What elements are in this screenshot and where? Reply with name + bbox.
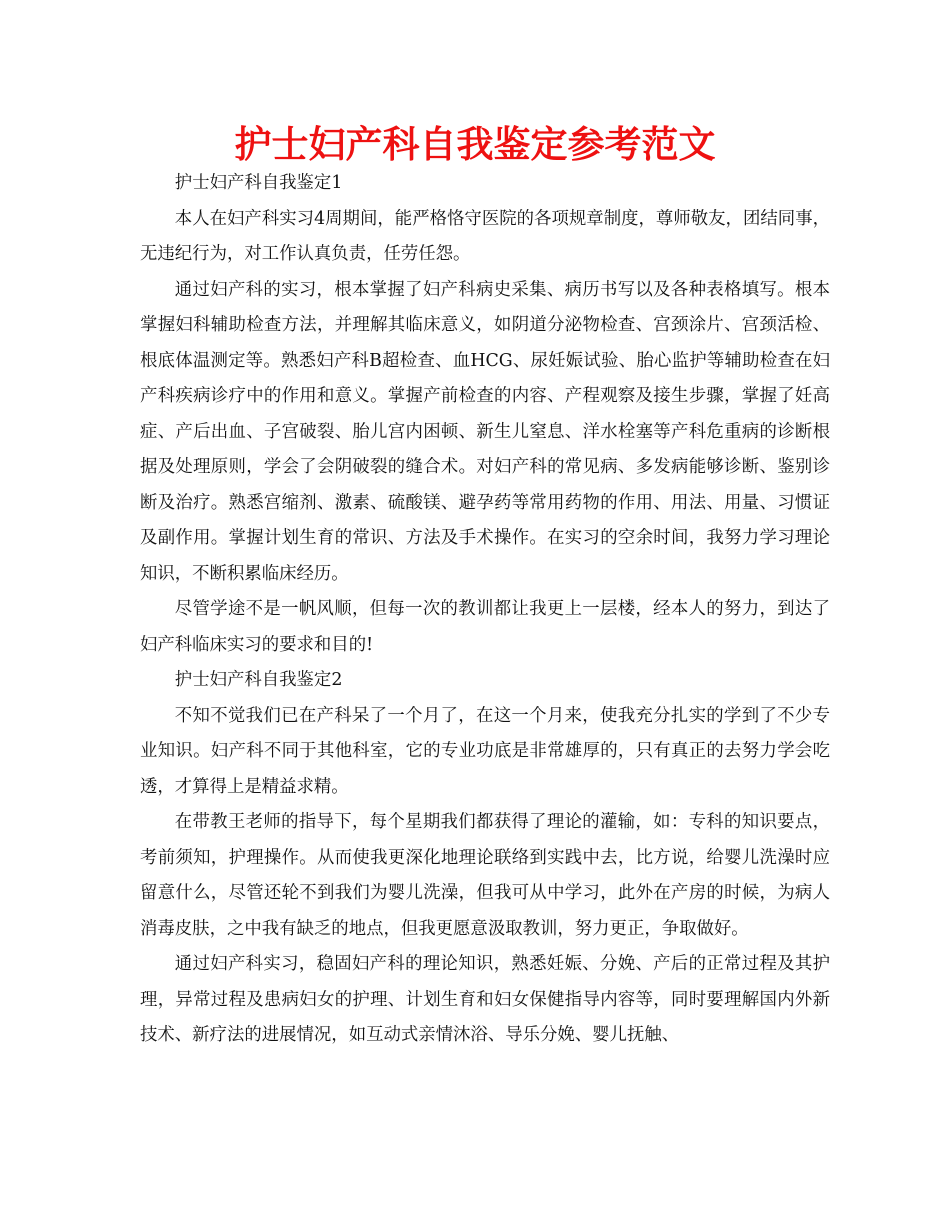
paragraph: 尽管学途不是一帆风顺，但每一次的教训都让我更上一层楼，经本人的努力，到达了妇产科临床实习的要求和目的! — [140, 599, 830, 655]
paragraph: 在带教王老师的指导下，每个星期我们都获得了理论的灌输，如：专科的知识要点，考前须知，护理操作。从而使我更深化地理论联络到实践中去，比方说，给婴儿洗澡时应留意什么，尽管还轮不到我们为婴儿洗澡，但我可从中学习，此外在产房的时候，为病人消毒皮肤，之中我有缺乏的地点，但我更愿意汲取教训，努力更正，争取做好。 — [140, 812, 830, 939]
document-body — [140, 166, 830, 1054]
paragraph: 通过妇产科的实习，根本掌握了妇产科病史采集、病历书写以及各种表格填写。根本掌握妇科辅助检查方法，并理解其临床意义，如阴道分泌物检查、宫颈涂片、宫颈活检、根底体温测定等。熟悉妇产科B超检查、血HCG、尿妊娠试验、胎心监护等辅助检查在妇产科疾病诊疗中的作用和意义。掌握产前检查的内容、产程观察及接生步骤，掌握了妊高症、产后出血、子宫破裂、胎儿宫内困顿、新生儿窒息、洋水栓塞等产科危重病的诊断根据及处理原则，学会了会阴破裂的缝合术。对妇产科的常见病、多发病能够诊断、鉴别诊断及治疗。熟悉宫缩剂、激素、硫酸镁、避孕药等常用药物的作用、用法、用量、习惯证及副作用。掌握计划生育的常识、方法及手术操作。在实习的空余时间，我努力学习理论知识，不断积累临床经历。 — [140, 279, 830, 584]
paragraph: 不知不觉我们已在产科呆了一个月了，在这一个月来，使我充分扎实的学到了不少专业知识。妇产科不同于其他科室，它的专业功底是非常雄厚的，只有真正的去努力学会吃透，才算得上是精益求精。 — [140, 705, 830, 797]
document-title: 护士妇产科自我鉴定参考范文 — [234, 123, 716, 166]
paragraph: 本人在妇产科实习4周期间，能严格恪守医院的各项规章制度，尊师敬友，团结同事，无违纪行为，对工作认真负责，任劳任怨。 — [140, 208, 830, 264]
paragraph: 通过妇产科实习，稳固妇产科的理论知识，熟悉妊娠、分娩、产后的正常过程及其护理，异常过程及患病妇女的护理、计划生育和妇女保健指导内容等，同时要理解国内外新技术、新疗法的进展情况，如互动式亲情沐浴、导乐分娩、婴儿抚触、 — [140, 954, 830, 1045]
section-heading-1: 护士妇产科自我鉴定1 — [174, 173, 343, 193]
section-heading-2: 护士妇产科自我鉴定2 — [174, 670, 343, 690]
